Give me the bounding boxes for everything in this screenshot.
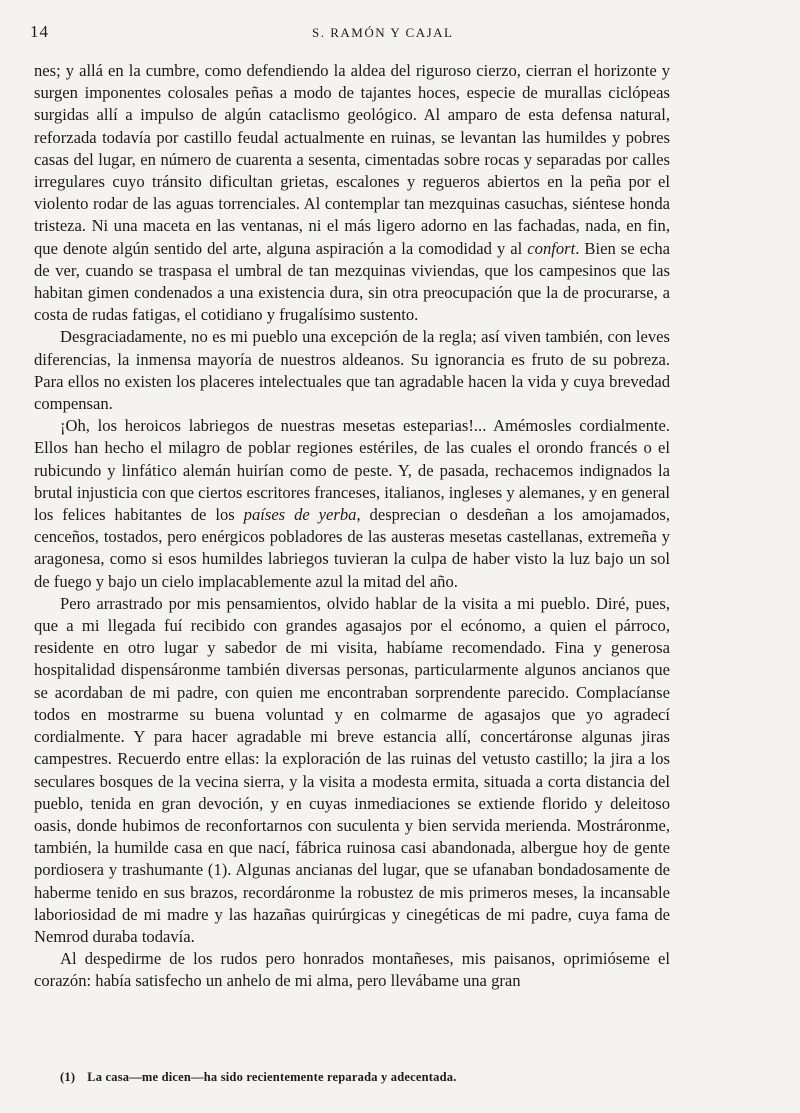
footnote-text: La casa—me dicen—ha sido recientemente reparada y adecentada. xyxy=(87,1070,457,1084)
footnote-mark: (1) xyxy=(60,1070,76,1084)
paragraph xyxy=(34,948,670,992)
footnote xyxy=(60,1070,660,1085)
paragraph xyxy=(34,60,670,326)
page-header xyxy=(30,22,770,46)
body-text xyxy=(34,60,670,993)
running-head: S. RAMÓN Y CAJAL xyxy=(312,25,454,40)
paragraph-text: Al despedirme de los rudos pero honrados montañeses, mis paisanos, oprimióseme el corazón: había satisfecho un anhelo de mi alma, pero llevábame una gran xyxy=(34,949,670,991)
paragraph-text: . Bien se echa de ver, cuando se traspasa el umbral de tan mezquinas viviendas, que los campesinos que las habitan gimen condenados a una existencia dura, sin otra preocupación que la de procurarse, a costa de rudas fatigas, el cotidiano y frugalísimo sustento. xyxy=(34,238,670,325)
paragraph-text: , desprecian o desdeñan a los amojamados, cenceños, tostados, pero enérgicos pobladores de las austeras mesetas castellanas, extremeña y aragonesa, como si esos humildes labriegos tuvieran la culpa de haber visto la luz bajo un sol de fuego y bajo un cielo implacablemente azul la mitad del año. xyxy=(34,505,670,591)
paragraph-text: nes; y allá en la cumbre, como defendiendo la aldea del riguroso cierzo, cierran el horizonte y surgen imponentes colosales peñas a modo de tajantes hoces, especie de murallas ciclópeas surgidas allí a impulso de algún cataclismo geológico. Al amparo de esta defensa natural, reforzada todavía por castillo feudal actualmente en ruinas, se levantan las humildes y pobres casas del lugar, en número de cuarenta a sesenta, cimentadas sobre rocas y separadas por calles irregulares cuyo tránsito dificultan grietas, escalones y regueros abiertos en la peña por el violento rodar de las aguas torrenciales. Al contemplar tan mezquinas casuchas, siéntese honda tristeza. Ni una maceta en las ventanas, ni el más ligero adorno en las fachadas, nada, en fin, que denote algún sentido del arte, alguna aspiración a la comodidad y al xyxy=(34,61,670,258)
page-number: 14 xyxy=(30,22,49,41)
paragraph-text: Pero arrastrado por mis pensamientos, olvido hablar de la visita a mi pueblo. Diré, pues, que a mi llegada fuí recibido con grandes agasajos por el ecónomo, a quien el párroco, residente en otro lugar y sabedor de mi visita, habíame recomendado. Fina y generosa hospitalidad dispensáronme también diversas personas, particularmente algunos ancianos que se acordaban de mi padre, con quien me encontraban sorprendente parecido. Complacíanse todos en mostrarme su buena voluntad y en colmarme de agasajos que yo agradecí cordialmente. Y para hacer agradable mi breve estancia allí, concertáronse algunas jiras campestres. Recuerdo entre ellas: la exploración de las ruinas del vetusto castillo; la jira a los seculares bosques de la vecina sierra, y la visita a modesta ermita, situada a corta distancia del pueblo, tenida en gran devoción, y en cuyas inmediaciones se extiende florido y deleitoso oasis, donde hubimos de reconfortarnos con suculenta y bien servida merienda. Mostráronme, también, la humilde casa en que nací, fábrica ruinosa casi abandonada, albergue hoy de gente pordiosera y trashumante (1). Algunas ancianas del lugar, que se ufanaban bondadosamente de haberme tenido en sus brazos, recordáronme la robustez de mis primeros meses, la incansable laboriosidad de mi madre y las hazañas quirúrgicas y cinegéticas de mi padre, cuya fama de Nemrod duraba todavía. xyxy=(34,593,670,946)
italic-text: países de yerba xyxy=(243,505,357,525)
paragraph-text: Desgraciadamente, no es mi pueblo una excepción de la regla; así viven también, con leves diferencias, la inmensa mayoría de nuestros aldeanos. Su ignorancia es fruto de su pobreza. Para ellos no existen los placeres intelectuales que tan agradable hacen la vida y cuya brevedad compensan. xyxy=(34,327,670,414)
paragraph xyxy=(34,326,670,415)
italic-text: confort xyxy=(527,238,576,258)
paragraph xyxy=(34,593,670,948)
paragraph xyxy=(34,415,670,593)
paragraph-text: ¡Oh, los heroicos labriegos de nuestras mesetas esteparias!... Amémosles cordialmente. Ellos han hecho el milagro de poblar regiones estériles, de las cuales el orondo francés o el rubicundo y linfático alemán huirían como de peste. Y, de pasada, rechacemos indignados la brutal injusticia con que ciertos escritores franceses, italianos, ingleses y alemanes, y en general los felices habitantes de los xyxy=(34,416,670,525)
